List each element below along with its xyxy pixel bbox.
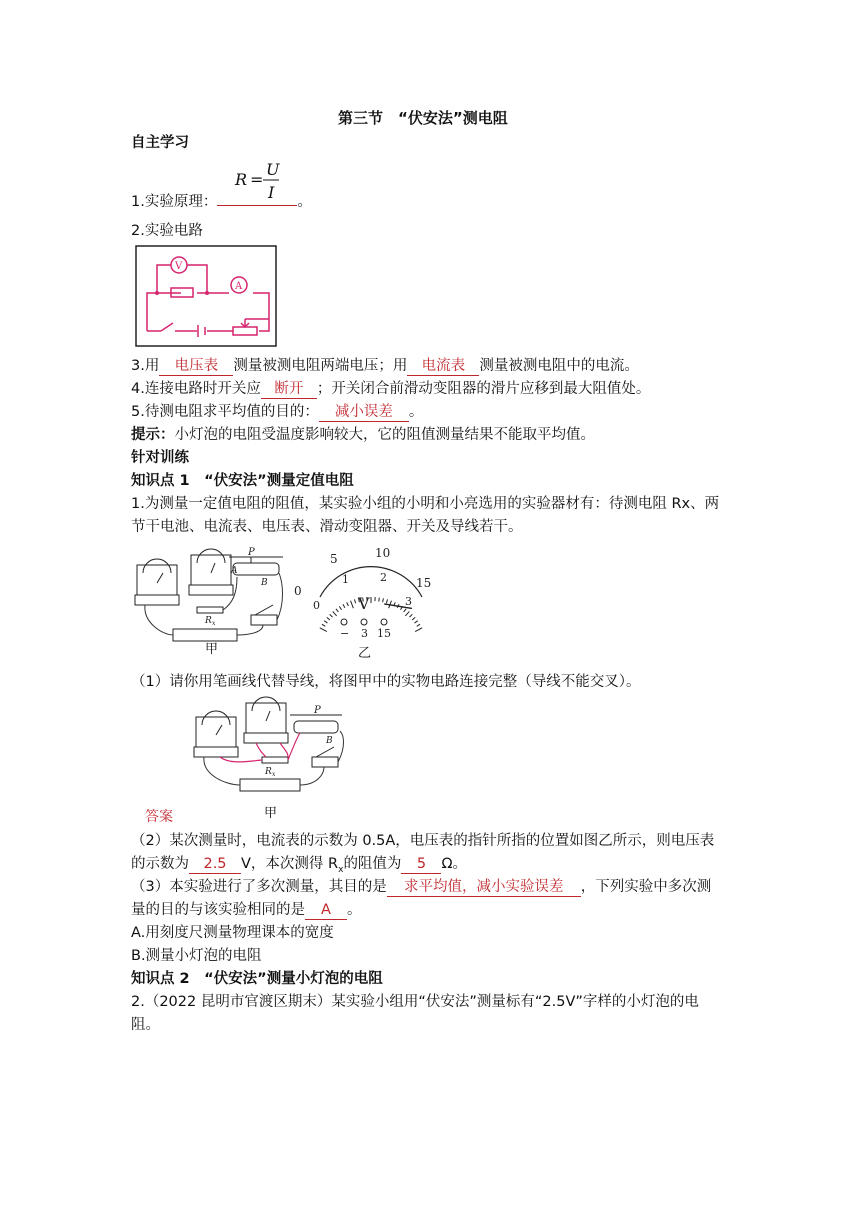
circuit-svg [135,245,277,347]
item-4-text-a: 4.连接电路时开关应 [131,381,261,397]
dial-tick [320,628,327,632]
item-5 [131,400,423,422]
item-3-text-c: 测量被测电阻中的电流。 [479,358,639,374]
dial-tick [417,624,420,626]
item-3 [131,354,639,376]
svg-text:R: R [265,767,272,777]
dial-tick [415,621,418,623]
terminal-negative: − [340,627,350,640]
dial-tick [404,609,406,612]
sub3-answer-purpose: 求平均值，减小实验误差 [387,879,581,897]
dial-tick [409,614,412,617]
svg-text:A: A [235,281,243,292]
item-1-suffix: 。 [297,194,312,210]
svg-text:U: U [266,160,280,179]
dial-tick [343,604,345,608]
q2-line-2: 阻。 [131,1017,160,1033]
svg-text:=: = [250,170,264,189]
sub3-text-c: 量的目的与该实验相同的是 [131,902,305,918]
dial-tick [327,617,330,620]
section-heading-practice: 针对训练 [131,450,189,466]
figure-label-jia: 甲 [205,642,219,657]
dial-unit: V [358,594,370,613]
dial-tick [330,614,333,617]
voltmeter-dial-svg [294,545,440,645]
svg-text:P: P [314,705,321,716]
item-2: 2.实验电路 [131,223,203,239]
q1-sub-2-line-1: （2）某次测量时，电流表的示数为 0.5A，电压表的指针所指的位置如图乙所示，则电压表 [131,833,715,849]
sub3-text-d: 。 [347,902,362,918]
item-3-text-b: 测量被测电阻两端电压；用 [233,358,408,374]
option-a: A.用刻度尺测量物理课本的宽度 [131,925,334,941]
dial-tick [386,599,387,603]
dial-tick [333,611,337,616]
dial-bottom-label-0: 0 [313,599,320,612]
svg-text:R: R [235,170,248,189]
answer-figure-label-jia: 甲 [264,806,278,821]
item-5-text-a: 5.待测电阻求平均值的目的： [131,404,319,420]
answer-figure-jia [190,695,360,809]
sub2-answer-voltage: 2.5 [189,856,241,874]
terminal-15: 15 [377,627,391,640]
svg-text:P: P [248,547,255,558]
page-title: 第三节 “伏安法”测电阻 [338,109,508,127]
item-4-text-b: ；开关闭合前滑动变阻器的滑片应移到最大阻值处。 [316,381,651,397]
sub3-text-a: （3）本实验进行了多次测量，其目的是 [131,879,387,895]
voltmeter-figure-yi [294,545,440,649]
tip-label: 提示： [131,427,175,443]
q1-sub-3-line-1 [131,875,711,897]
dial-tick [351,601,354,608]
option-b: B.测量小灯泡的电阻 [131,948,262,964]
svg-text:B: B [326,736,333,746]
dial-bottom-label-2: 2 [380,571,387,584]
answer-label: 答案 [145,809,173,825]
svg-text:R: R [205,616,212,626]
sub2-text-a: 的示数为 [131,856,189,872]
item-5-answer: 减小误差 [319,404,409,422]
sub2-subscript: x [338,864,344,875]
q1-line-1: 1.为测量一定值电阻的阻值，某实验小组的小明和小亮选用的实验器材有：待测电阻 Rx、两 [131,496,720,512]
section-heading-self-study: 自主学习 [131,135,189,151]
dial-tick [354,599,355,603]
item-4-answer: 断开 [261,381,317,399]
dial-tick [339,606,341,609]
dial-top-label-15: 15 [416,576,432,590]
svg-text:B: B [261,578,268,588]
item-5-text-b: 。 [408,404,424,420]
q2-line-1: 2.（2022 昆明市官渡区期末）某实验小组用“伏安法”测量标有“2.5V”字样的小灯泡的电 [131,994,699,1010]
item-3-text-a: 3.用 [131,358,160,374]
circuit-diagram [135,245,277,351]
dial-tick [379,598,380,602]
dial-bottom-label-3: 3 [405,595,412,608]
q1-sub-3-line-2 [131,898,362,920]
dial-top-label-0: 0 [294,584,302,598]
dial-tick [322,624,325,626]
q1-sub-1: （1）请你用笔画线代替导线，将图甲中的实物电路连接完整（导线不能交叉）。 [131,674,641,690]
svg-text:I: I [268,183,275,202]
dial-tick [336,609,338,612]
svg-text:x: x [272,771,276,778]
q1-line-2: 节干电池、电流表、电压表、滑动变阻器、开关及导线若干。 [131,519,523,535]
sub2-text-b: V，本次测得 R [241,856,339,872]
dial-top-label-5: 5 [330,552,338,566]
item-1 [131,190,312,211]
figure-label-yi: 乙 [358,646,372,661]
dial-top-label-10: 10 [375,546,391,560]
terminal-3: 3 [361,627,368,640]
dial-tick [347,602,349,606]
sub2-answer-resistance: 5 [401,856,441,874]
svg-text:V: V [175,261,183,272]
tip [131,423,595,444]
sub2-text-c: 的阻值为 [343,856,402,872]
dial-bottom-label-1: 1 [342,573,349,586]
knowledge-point-2: 知识点 2 “伏安法”测量小灯泡的电阻 [131,971,383,987]
dial-tick [415,628,422,632]
item-3-answer-voltmeter: 电压表 [159,358,233,376]
sub3-answer-choice: A [305,902,347,920]
sub3-text-b: ，下列实验中多次测 [580,879,712,895]
tip-text: 小灯泡的电阻受温度影响较大，它的阻值测量结果不能取平均值。 [174,427,595,443]
sub2-text-d: Ω。 [441,856,468,872]
dial-tick [412,617,415,620]
answer-apparatus-svg [190,695,360,805]
q1-sub-2-line-2 [131,852,467,875]
svg-text:A: A [231,566,238,576]
dial-tick [383,598,384,602]
knowledge-point-1: 知识点 1 “伏安法”测量定值电阻 [131,473,354,489]
dial-tick [405,611,409,616]
item-1-answer-line [217,191,297,206]
svg-text:x: x [212,620,216,627]
item-4 [131,377,650,399]
item-3-answer-ammeter: 电流表 [407,358,479,376]
dial-tick [324,621,327,623]
item-1-prefix: 1.实验原理： [131,194,218,210]
